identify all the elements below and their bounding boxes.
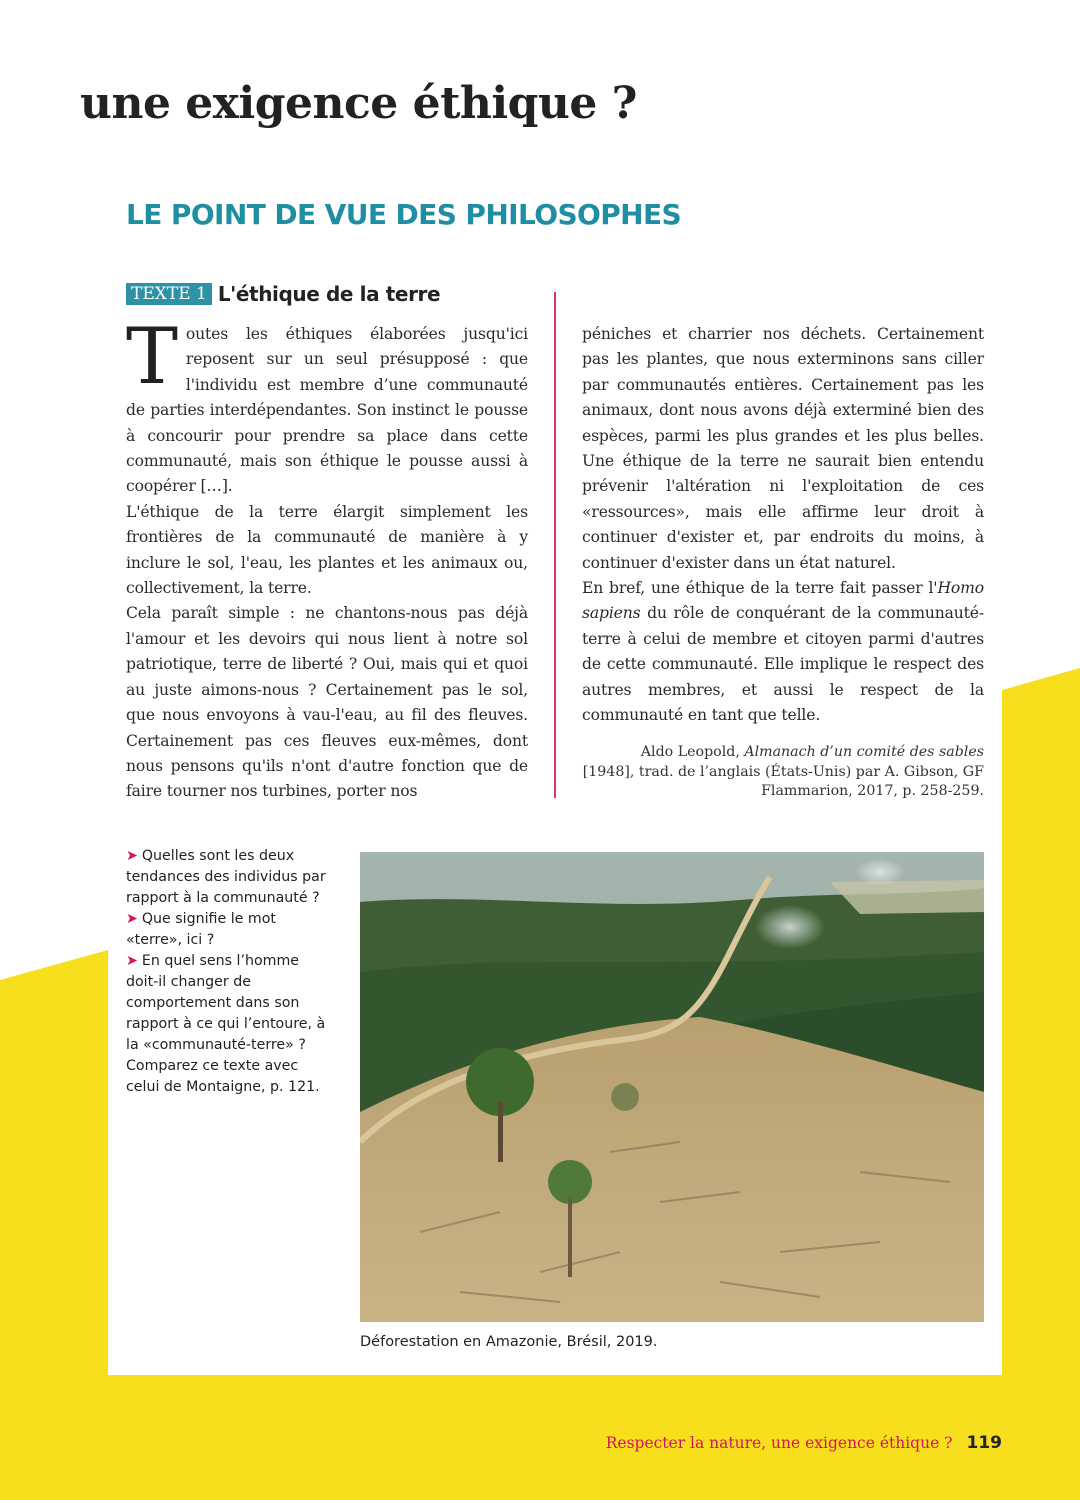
paragraph-2: L'éthique de la terre élargit simplement les frontières de la communauté de manière à y inclure le sol, l'eau, les plantes et les animaux ou, collectivement, la terre.: [126, 502, 528, 598]
homo-sapiens-italic: Homo sapiens: [582, 579, 984, 623]
photo-caption: Déforestation en Amazonie, Brésil, 2019.: [360, 1334, 658, 1350]
questions-box: [126, 846, 326, 1098]
footer-title: Respecter la nature, une exigence éthique ?: [605, 1434, 953, 1452]
question-item: ➤ Que signifie le mot «terre», ici ?: [126, 911, 276, 948]
text-column-right: [582, 322, 984, 729]
question-item: ➤ En quel sens l’homme doit-il changer de comportement dans son rapport à ce qui l’entoure, à la «communauté-terre» ? Comparez ce texte avec celui de Montaigne, p. 121.: [126, 953, 326, 1095]
text-number-badge: TEXTE 1: [126, 283, 212, 305]
question-item: ➤ Quelles sont les deux tendances des individus par rapport à la communauté ?: [126, 848, 326, 906]
citation-details: [1948], trad. de l’anglais (États-Unis) par A. Gibson, GF Flammarion, 2017, p. 258-259.: [582, 763, 984, 799]
page-footer: [606, 1433, 1002, 1453]
page-title: une exigence éthique ?: [80, 78, 637, 129]
text-title: L'éthique de la terre: [217, 282, 441, 306]
section-title: LE POINT DE VUE DES PHILOSOPHES: [126, 198, 682, 231]
paragraph-5: En bref, une éthique de la terre fait passer l'Homo sapiens du rôle de conquérant de la communauté-terre à celui de membre et citoyen parmi d'autres de cette communauté. Elle implique le respect des autres membres, et aussi le respect de la communauté en tant que telle.: [582, 579, 984, 725]
citation: [560, 743, 984, 802]
citation-work: Almanach d’un comité des sables: [744, 744, 984, 760]
chevron-right-icon: ➤: [126, 911, 138, 927]
deforestation-photo: [360, 852, 984, 1322]
drop-cap: T: [126, 312, 178, 402]
paragraph-1: Toutes les éthiques élaborées jusqu'ici reposent sur un seul présupposé : que l'individu est membre d’une communauté de parties interdépendantes. Son instinct le pousse à concourir pour prendre sa place dans cette communauté, mais son éthique le pousse aussi à coopérer […].: [126, 312, 528, 496]
paragraph-3: Cela paraît simple : ne chantons-nous pas déjà l'amour et les devoirs qui nous lient à notre sol patriotique, terre de liberté ? Oui, mais qui et quoi au juste aimons-nous ? Certainement pas le sol, que nous envoyons à vau-l'eau, au fil des fleuves. Certainement pas ces fleuves eux-mêmes, dont nous pensons qu'ils n'ont d'autre fonction que de faire tourner nos turbines, porter nos: [126, 604, 528, 801]
text-column-left: [126, 312, 528, 805]
chevron-right-icon: ➤: [126, 953, 138, 969]
text-header: [126, 282, 440, 306]
citation-author: Aldo Leopold,: [640, 744, 740, 760]
chevron-right-icon: ➤: [126, 848, 138, 864]
page-number: 119: [966, 1433, 1002, 1453]
paragraph-4: péniches et charrier nos déchets. Certainement pas les plantes, que nous exterminons sans ciller par communautés entières. Certainement pas les animaux, dont nous avons déjà exterminé bien des espèces, parmi les plus grandes et les plus belles. Une éthique de la terre ne saurait bien entendu prévenir l'altération ni l'exploitation de ces «ressources», mais elle affirme leur droit à continuer d'exister et, par endroits du moins, à continuer d'exister dans un état naturel.: [582, 325, 984, 572]
column-divider: [554, 292, 556, 798]
